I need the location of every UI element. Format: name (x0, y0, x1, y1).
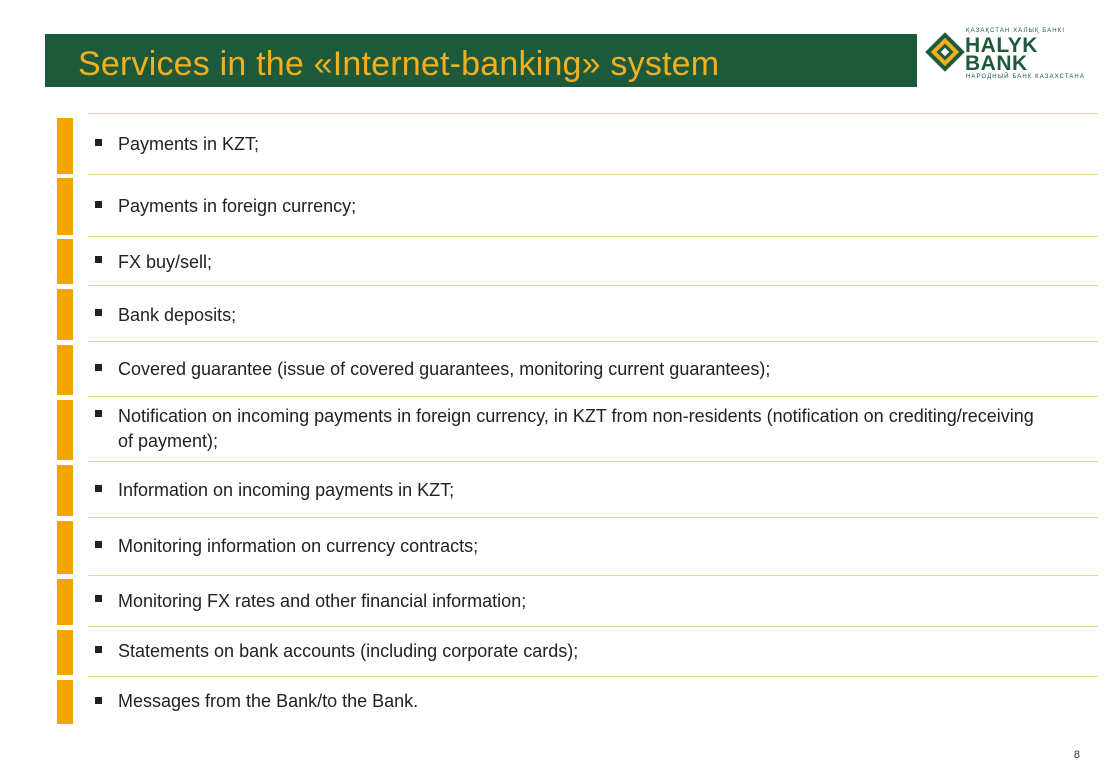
list-item-text: Information on incoming payments in KZT; (118, 480, 455, 500)
bullet-icon (95, 697, 102, 704)
accent-bar (57, 345, 73, 395)
list-item (0, 626, 1116, 676)
bullet-icon (95, 485, 102, 492)
row-separator (88, 396, 1098, 397)
list-item-text: Notification on incoming payments in foreign currency, in KZT from non-residents (notification on crediting/receiving of payment); (118, 406, 1034, 451)
row-separator (88, 676, 1098, 677)
page-number: 8 (1073, 749, 1080, 761)
row-separator (88, 626, 1098, 627)
bullet-icon (95, 201, 102, 208)
logo-halyk-text: HALYK (965, 34, 1038, 57)
accent-bar (57, 178, 73, 235)
bullet-icon (95, 646, 102, 653)
row-separator (88, 461, 1098, 462)
list-item (0, 575, 1116, 626)
row-separator (88, 113, 1098, 114)
accent-bar (57, 579, 73, 625)
accent-bar (57, 289, 73, 340)
list-item-text: Payments in KZT; (118, 134, 260, 154)
list-item-text: Payments in foreign currency; (118, 196, 357, 216)
bullet-icon (95, 364, 102, 371)
list-item (0, 396, 1116, 461)
list-item (0, 113, 1116, 174)
accent-bar (57, 400, 73, 460)
list-item-text: Statements on bank accounts (including corporate cards); (118, 641, 579, 661)
bullet-icon (95, 309, 102, 316)
list-item-text: FX buy/sell; (118, 252, 213, 272)
accent-bar (57, 118, 73, 174)
halyk-bank-emblem-icon (924, 31, 966, 73)
slide-title: Services in the «Internet-banking» system (78, 45, 720, 83)
list-item (0, 174, 1116, 236)
list-item-text: Messages from the Bank/to the Bank. (118, 691, 419, 711)
list-item-text: Bank deposits; (118, 305, 237, 325)
list-item (0, 676, 1116, 724)
title-bar (45, 34, 917, 87)
logo-bank-text: BANK (965, 52, 1028, 75)
logo-top-text: ҚАЗАҚСТАН ХАЛЫҚ БАНКІ (966, 28, 1066, 34)
bullet-icon (95, 139, 102, 146)
row-separator (88, 236, 1098, 237)
accent-bar (57, 630, 73, 675)
list-item (0, 341, 1116, 396)
accent-bar (57, 680, 73, 724)
row-separator (88, 285, 1098, 286)
row-separator (88, 575, 1098, 576)
halyk-bank-logo (922, 28, 1085, 86)
row-separator (88, 174, 1098, 175)
row-separator (88, 341, 1098, 342)
logo-bottom-text: НАРОДНЫЙ БАНК КАЗАХСТАНА (966, 74, 1085, 80)
accent-bar (57, 239, 73, 284)
list-item (0, 517, 1116, 575)
list-item (0, 236, 1116, 285)
bullet-icon (95, 541, 102, 548)
accent-bar (57, 521, 73, 574)
row-separator (88, 517, 1098, 518)
bullet-icon (95, 410, 102, 417)
list-item-text: Covered guarantee (issue of covered guarantees, monitoring current guarantees); (118, 359, 771, 379)
bullet-icon (95, 256, 102, 263)
list-item-text: Monitoring FX rates and other financial information; (118, 591, 527, 611)
list-item (0, 285, 1116, 341)
list-item (0, 461, 1116, 517)
bullet-icon (95, 595, 102, 602)
accent-bar (57, 465, 73, 516)
list-item-text: Monitoring information on currency contracts; (118, 536, 479, 556)
